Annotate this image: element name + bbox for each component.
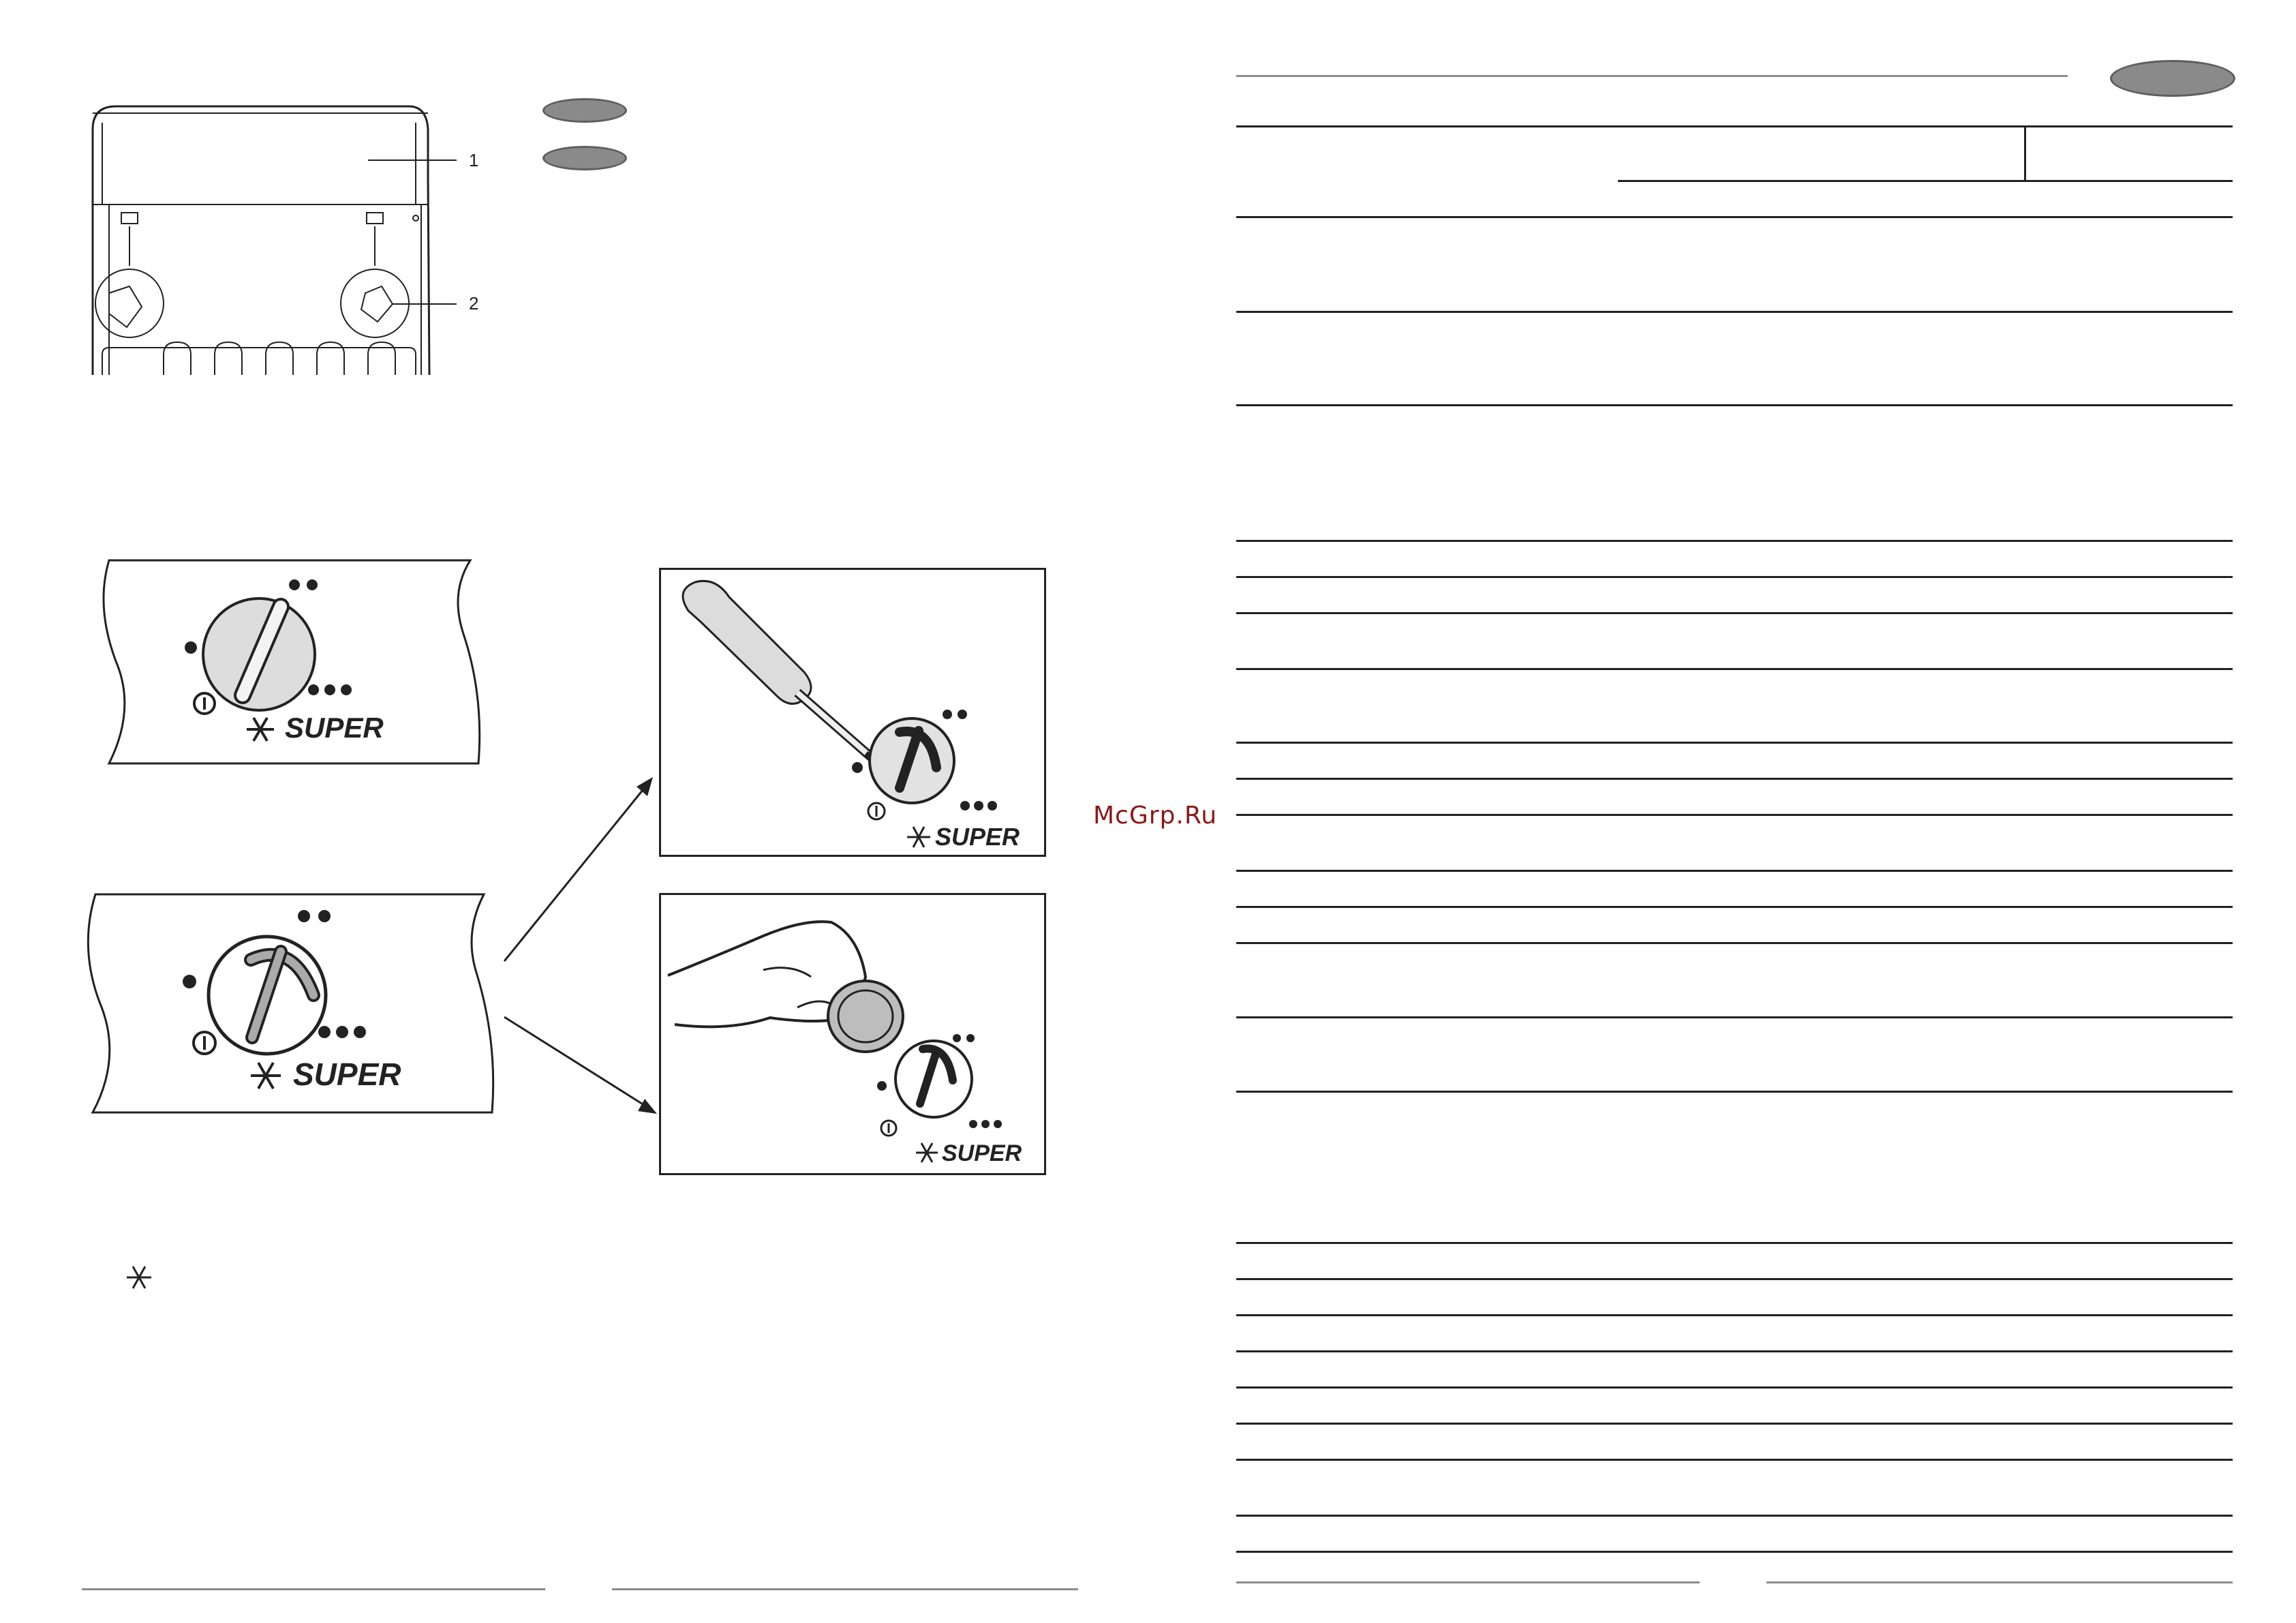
dot-icon: [341, 684, 352, 695]
footer-rule: [1766, 1581, 2233, 1583]
dot-icon: [966, 1034, 975, 1042]
dot-icon: [943, 710, 952, 719]
table-rule: [1236, 1278, 2233, 1280]
table-rule: [1236, 778, 2233, 780]
footer-rule: [82, 1588, 545, 1590]
dot-icon: [318, 910, 331, 922]
table-rule: [1236, 1423, 2233, 1425]
table-rule: [1236, 1091, 2233, 1093]
dot-icon: [958, 710, 967, 719]
watermark: McGrp.Ru: [1093, 802, 1218, 830]
table-rule: [1236, 1515, 2233, 1517]
dot-icon: [974, 801, 983, 810]
figure-screwdriver: [659, 568, 1046, 857]
table-rule: [1236, 1314, 2233, 1316]
super-label: SUPER: [293, 1057, 401, 1092]
table-divider: [2024, 125, 2026, 181]
dot-icon: [852, 762, 863, 773]
table-rule: [1236, 814, 2233, 816]
table-rule: [1236, 906, 2233, 908]
super-label: SUPER: [935, 823, 1020, 851]
language-badge: [542, 146, 627, 170]
table-rule: [1236, 1459, 2233, 1461]
dot-icon: [307, 579, 318, 590]
dot-icon: [298, 910, 310, 922]
header-rule: [1236, 75, 2068, 77]
dot-icon: [988, 801, 997, 810]
table-rule: [1236, 612, 2233, 614]
table-rule: [1236, 1242, 2233, 1244]
dot-icon: [324, 684, 335, 695]
table-rule: [1236, 1350, 2233, 1352]
language-badge: [542, 98, 627, 123]
super-label: SUPER: [942, 1140, 1022, 1166]
arrows: [498, 777, 661, 1132]
table-rule: [1236, 742, 2233, 744]
callout-1: 1: [469, 150, 479, 170]
thermostat-knob-panel: [102, 559, 484, 770]
dot-icon: [336, 1026, 348, 1038]
figure-coin: [659, 893, 1046, 1175]
table-rule: [1618, 180, 2233, 182]
snowflake-icon: [916, 1143, 938, 1162]
table-rule: [1236, 870, 2233, 872]
dot-icon: [318, 1026, 331, 1038]
thermostat-dial-panel: [89, 893, 498, 1118]
dot-icon: [960, 801, 970, 810]
table-rule: [1236, 404, 2233, 406]
table-rule: [1236, 1016, 2233, 1018]
dot-icon: [183, 975, 196, 988]
callout-2: 2: [469, 293, 479, 314]
super-label: SUPER: [285, 712, 384, 744]
footer-rule: [612, 1588, 1078, 1590]
dot-icon: [969, 1120, 977, 1128]
table-rule: [1236, 125, 2233, 127]
freezer-top-illustration: [89, 102, 443, 382]
dot-icon: [354, 1026, 366, 1038]
table-rule: [1236, 942, 2233, 944]
dot-icon: [289, 579, 300, 590]
dot-icon: [308, 684, 319, 695]
dot-icon: [981, 1120, 990, 1128]
table-rule: [1236, 668, 2233, 670]
dot-icon: [877, 1081, 887, 1091]
snowflake-icon: [124, 1262, 154, 1292]
table-rule: [1236, 540, 2233, 542]
table-rule: [1236, 576, 2233, 578]
table-rule: [1236, 216, 2233, 218]
footer-rule: [1236, 1581, 1700, 1583]
dot-icon: [185, 641, 197, 654]
snowflake-icon: [907, 827, 930, 847]
table-rule: [1236, 311, 2233, 313]
language-badge: [2110, 60, 2235, 97]
table-rule: [1236, 1386, 2233, 1389]
table-rule: [1236, 1551, 2233, 1553]
dot-icon: [994, 1120, 1002, 1128]
dot-icon: [953, 1034, 961, 1042]
